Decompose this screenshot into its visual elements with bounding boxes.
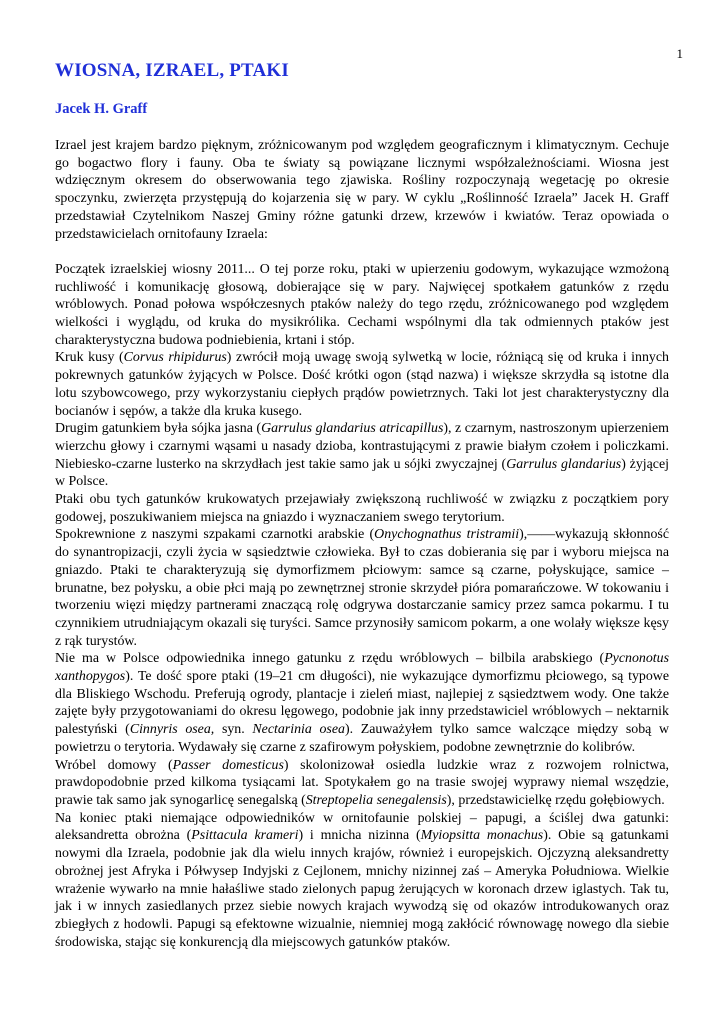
document-page (55, 0, 683, 1024)
page-number: 1 (676, 46, 683, 61)
paragraph-parrots: Na koniec ptaki niemające odpowiedników w ornitofaunie polskiej – papugi, a ściślej dwa gatunki: aleksandretta obrożna (Psittacula krameri) i mnicha nizinna (Myiopsitta monachus). Obie są gatunkami nowymi dla Izraela, podobnie jak dla wielu innych krajów, również i europejskich. Ojczyzną aleksandretty obrożnej jest Afryka i Półwysep Indyjski z Cejlonem, mnichy nizinnej zaś – Ameryka Południowa. Wielkie wrażenie wywarło na mnie hałaśliwe stado zielonych papug żerujących w koronach drzew iglastych. Tak tu, jak i w innych zasiedlanych przez siebie nowych krajach wywodzą się od okazów introdukowanych oraz zbiegłych z hodowli. Papugi są efektowne wizualnie, niemniej mogą zakłócić równowagę nowego dla siebie środowiska, stając się konkurencją dla miejscowych gatunków ptaków. (55, 810, 669, 950)
paragraph-intro: Izrael jest krajem bardzo pięknym, zróżnicowanym pod względem geograficznym i klimatycznym. Cechuje go bogactwo flory i fauny. Oba te światy są powiązane licznymi współzależnościami. Wiosna jest wdzięcznym okresem do obserwowania tego zjawiska. Rośliny rozpoczynają wegetację po okresie spoczynku, zwierzęta przystępują do kojarzenia się w pary. W cyklu „Roślinność Izraela” Jacek H. Graff przedstawiał Czytelnikom Naszej Gminy różne gatunki drzew, krzewów i kwiatów. Teraz opowiada o przedstawicielach ornitofauny Izraela: (55, 138, 669, 242)
paragraph-sparrow: Wróbel domowy (Passer domesticus) skolonizował osiedla ludzkie wraz z rozwojem rolnictwa, prawdopodobnie przed kilkoma tysiącami lat. Spotykałem go na trasie swojej wyprawy niemal wszędzie, prawie tak samo jak synogarlicę senegalską (Streptopelia senegalensis), przedstawicielkę rzędu gołębiowych. (55, 757, 669, 808)
paragraph-fan-tailed-raven: Kruk kusy (Corvus rhipidurus) zwrócił moją uwagę swoją sylwetką w locie, różniącą się od kruka i innych pokrewnych gatunków żyjących w Polsce. Dość krótki ogon (stąd nazwa) i większe skrzydła są istotne dla lotu szybowcowego, przy wykorzystaniu ciepłych prądów powietrznych. Taki lot jest charakterystyczny dla bocianów i sępów, a także dla kruka kusego. (55, 350, 669, 419)
paragraph-bulbul: Nie ma w Polsce odpowiednika innego gatunku z rzędu wróblowych – bilbila arabskiego (Pycnonotus xanthopygos). Te dość spore ptaki (19–21 cm długości), nie wykazujące dymorfizmu płciowego, są typowe dla Bliskiego Wschodu. Preferują ogrody, plantacje i zieleń miast, najlepiej z sąsiedztwem wody. One także zajęte były przygotowaniami do okresu lęgowego, podobnie jak inny przedstawiciel wróblowych – nektarnik palestyński (Cinnyris osea, syn. Nectarinia osea). Zauważyłem tylko samce walczące między sobą w powietrzu o terytoria. Wydawały się czarne z szafirowym połyskiem, podobne zewnętrznie do kolibrów. (55, 651, 670, 755)
paragraph-starling: Spokrewnione z naszymi szpakami czarnotki arabskie (Onychognathus tristramii),——wykazują skłonność do synantropizacji, czyli życia w sąsiedztwie człowieka. Był to czas dobierania się par i wyboru miejsca na gniazdo. Ptaki te charakteryzują się dymorfizmem płciowym: samce są czarne, połyskujące, samice – brunatne, bez połysku, a obie płci mają po zewnętrznej stronie skrzydeł pióra pomarańczowe. W tokowaniu i tworzeniu więzi między partnerami znaczącą rolę odgrywa dostarczanie samicy przez samca pokarmu. I tu czynnikiem utrudniającym okazali się turyści. Samce przynosiły samicom pokarm, a one wolały większe kęsy z rąk turystów. (55, 527, 669, 649)
paragraph-spring: Początek izraelskiej wiosny 2011... O tej porze roku, ptaki w upierzeniu godowym, wykazujące wzmożoną ruchliwość i komunikację głosową, dobierające się w pary. Najwięcej spotkałem gatunków z rzędu wróblowych. Ponad połowa współczesnych ptaków należy do tego rzędu, zróżnicowanego pod względem wielkości i wyglądu, od kruka do mysikrólika. Cechami wspólnymi dla tak odmiennych ptaków jest charakterystyczna budowa podniebienia, krtani i stóp. (55, 261, 669, 348)
paragraph-corvids: Ptaki obu tych gatunków krukowatych przejawiały zwiększoną ruchliwość w związku z początkiem pory godowej, poszukiwaniem miejsca na gniazdo i wyznaczaniem swego terytorium. (55, 492, 669, 525)
article-title: WIOSNA, IZRAEL, PTAKI (55, 60, 289, 81)
paragraph-jay: Drugim gatunkiem była sójka jasna (Garrulus glandarius atricapillus), z czarnym, nastroszonym upierzeniem wierzchu głowy i czarnymi wąsami u nasady dzioba, kontrastującymi z prawie białym czołem i policzkami. Niebiesko-czarne lusterko na skrzydłach jest takie samo jak u sójki zwyczajnej (Garrulus glandarius) żyjącej w Polsce. (55, 421, 669, 490)
article-author: Jacek H. Graff (55, 101, 148, 117)
article-body (55, 137, 669, 951)
